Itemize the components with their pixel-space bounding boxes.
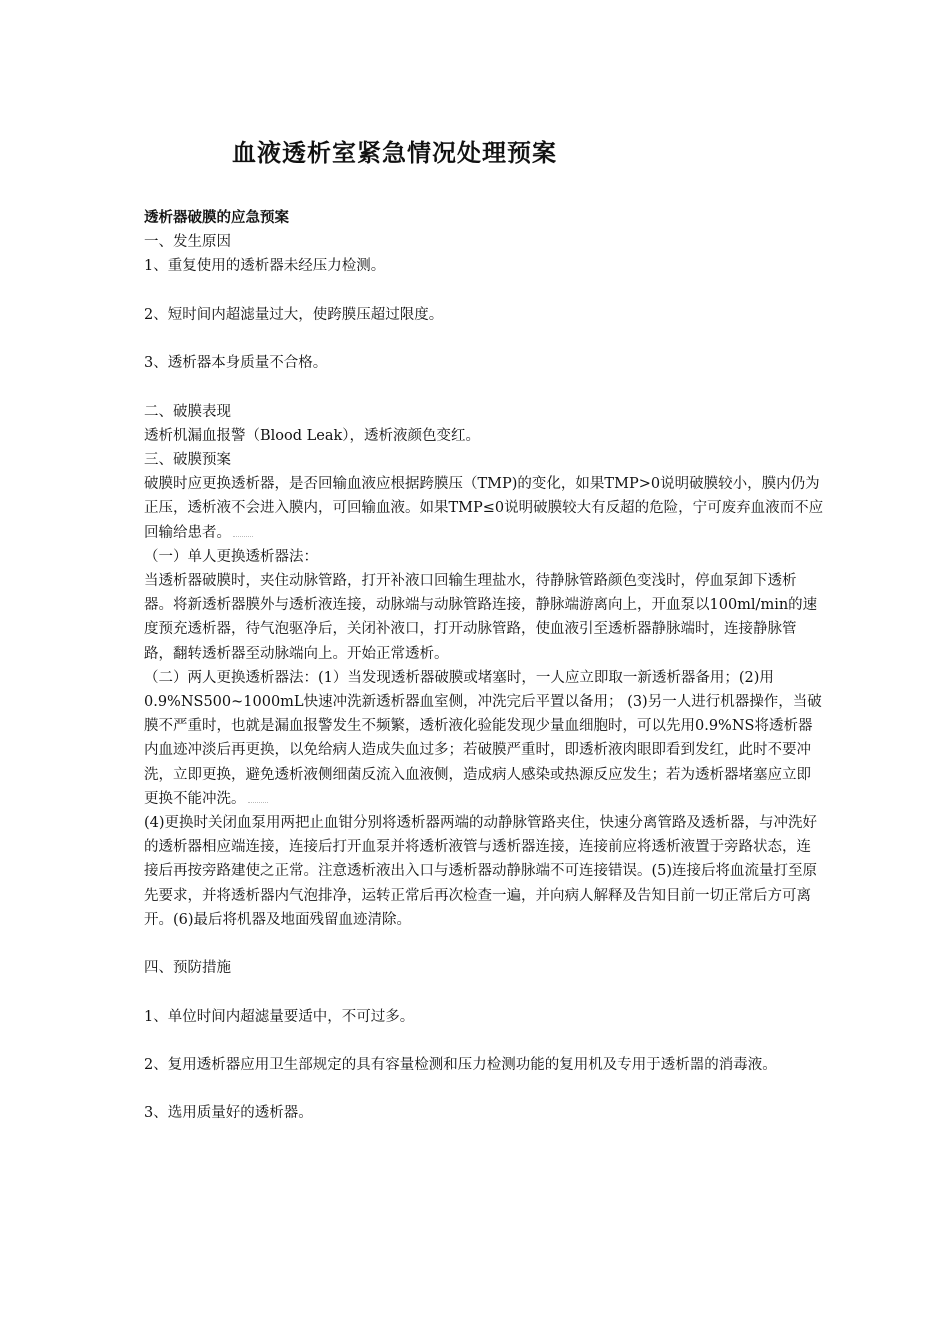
cause-item-2: 2、短时间内超滤量过大，使跨膜压超过限度。 [144,306,444,323]
dotted-mark [248,802,268,803]
double-method-text-part1: （二）两人更换透析器法：(1）当发现透析器破膜或堵塞时，一人应立即取一新透析器备用；(2)用0.9%NS500~1000mL快速冲洗新透析器血室侧，冲洗完后平置以备用； (3)另一人进行机器操作，当破膜不严重时，也就是漏血报警发生不频繁，透析液化验能发现少量血细胞时，可以先用0.9%NS将透析器内血迹冲淡后再更换，以免给病人造成失血过多；若破膜严重时，即透析液肉眼即看到发红，此时不要冲洗，立即更换，避免透析液侧细菌反流入血液侧，造成病人感染或热源反应发生；若为透析器堵塞应立即更换不能冲洗。 [144,669,822,807]
prevention-item-2: 2、复用透析器应用卫生部规定的具有容量检测和压力检测功能的复用机及专用于透析噐的消毒液。 [144,1057,777,1074]
cause-heading: 一、发生原因 [144,234,231,251]
prevention-item-1: 1、单位时间内超滤量要适中，不可过多。 [144,1008,415,1025]
dotted-mark [233,536,253,537]
document-body [144,206,824,1126]
prevention-heading: 四、预防措施 [144,960,231,977]
manifestation-heading: 二、破膜表现 [144,403,231,420]
manifestation-text: 透析机漏血报警（Blood Leak），透析液颜色变红。 [144,427,481,444]
section-heading: 透析器破膜的应急预案 [144,209,289,226]
cause-item-1: 1、重复使用的透析器未经压力检测。 [144,258,386,275]
plan-intro-text: 破膜时应更换透析器，是否回输血液应根据跨膜压（TMP)的变化，如果TMP>0说明破膜较小，膜内仍为正压，透析液不会进入膜内，可回输血液。如果TMP≤0说明破膜较大有反超的危险，宁可废弃血液而不应回输给患者。 [144,476,824,541]
double-method-text [144,666,824,811]
single-method-text: 当透析器破膜时，夹住动脉管路，打开补液口回输生理盐水，待静脉管路颜色变浅时，停血泵卸下透析器。将新透析器膜外与透析液连接，动脉端与动脉管路连接，静脉端游离向上，开血泵以100ml/min的速度预充透析器，待气泡驱净后，关闭补液口，打开动脉管路，使血液引至透析器静脉端时，连接静脉管路，翻转透析器至动脉端向上。开始正常透析。 [144,573,818,662]
plan-heading: 三、破膜预案 [144,451,231,468]
document-title: 血液透析室紧急情况处理预案 [232,138,557,167]
cause-item-3: 3、透析器本身质量不合格。 [144,355,328,372]
plan-intro [144,472,824,545]
prevention-item-3: 3、选用质量好的透析器。 [144,1105,313,1122]
double-method-text-2: (4)更换时关闭血泵用两把止血钳分别将透析器两端的动静脉管路夹住，快速分离管路及透析器，与冲洗好的透析器相应端连接，连接后打开血泵并将透析液管与透析器连接，连接前应将透析液置于旁路状态，连接后再按旁路建使之正常。注意透析液出入口与透析器动静脉端不可连接错误。(5)连接后将血流量打至原先要求，并将透析器内气泡排净，运转正常后再次检查一遍，并向病人解释及告知目前一切正常后方可离开。(6)最后将机器及地面残留血迹清除。 [144,815,818,928]
single-method-heading: （一）单人更换透析器法： [144,548,318,565]
